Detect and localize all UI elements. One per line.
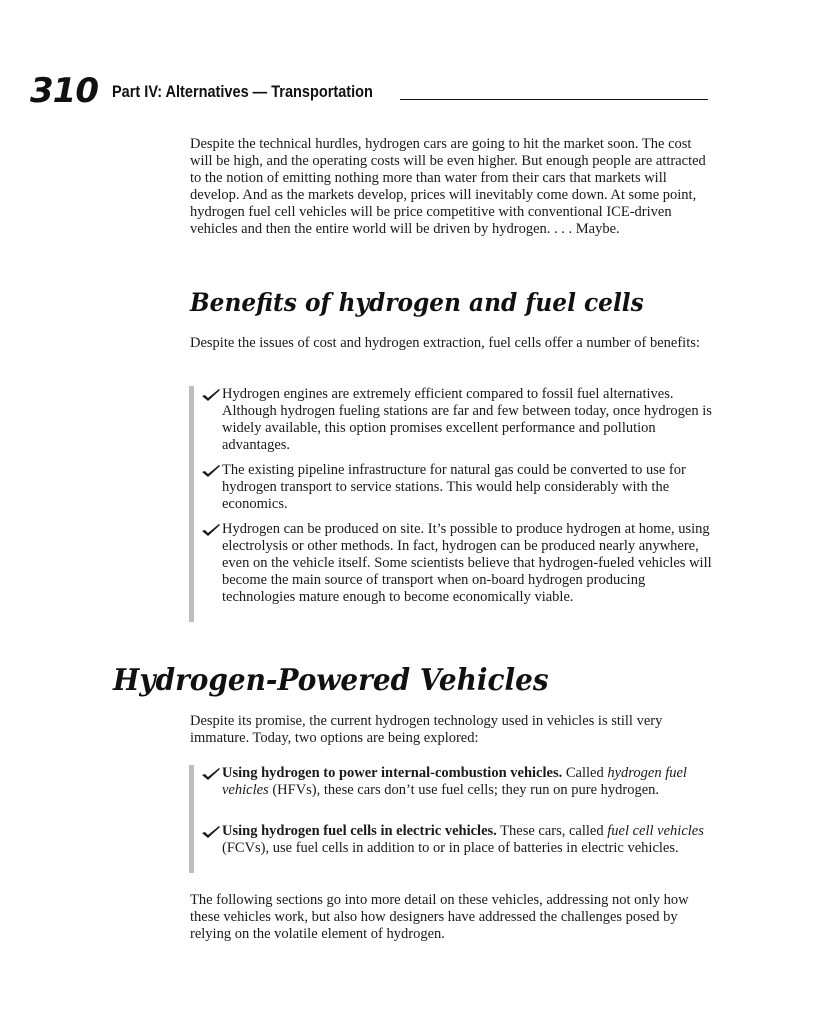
defined-term: fuel cell vehicles	[607, 823, 704, 839]
check-icon	[201, 464, 221, 478]
list-item-lead: Using hydrogen to power internal-combustion vehicles.	[222, 765, 563, 781]
list-item-text: Using hydrogen fuel cells in electric vehicles. These cars, called fuel cell vehicles (FCVs), use fuel cells in addition to or in place of batteries in electric vehicles.	[222, 823, 704, 856]
list-item	[201, 462, 719, 513]
list-item-text: Hydrogen can be produced on site. It’s possible to produce hydrogen at home, using electrolysis or other methods. In fact, hydrogen can be produced nearly anywhere, even on the vehicle itself. Some scientists believe that hydrogen-fueled vehicles will become the main source of transport when on-board hydrogen producing technologies mature enough to become economically viable.	[222, 521, 712, 605]
list-bar	[189, 765, 194, 873]
list-item-text: Using hydrogen to power internal-combustion vehicles. Called hydrogen fuel vehicles (HFVs), these cars don’t use fuel cells; they run on pure hydrogen.	[222, 765, 687, 798]
defined-term: hydrogen fuel vehicles	[222, 765, 687, 798]
vehicles-heading: Hydrogen-Powered Vehicles	[113, 663, 549, 698]
check-icon	[201, 767, 221, 781]
running-head: Part IV: Alternatives — Transportation	[112, 83, 373, 101]
list-item	[201, 765, 719, 799]
benefits-list	[189, 386, 719, 622]
vehicles-intro: Despite its promise, the current hydrogen technology used in vehicles is still very immature. Today, two options are being explored:	[190, 713, 663, 746]
check-icon	[201, 825, 221, 839]
page-number: 310	[30, 71, 98, 111]
list-item-text: Hydrogen engines are extremely efficient compared to fossil fuel alternatives. Although hydrogen fueling stations are far and few between today, once hydrogen is widely available, this option promises excellent performance and pollution advantages.	[222, 386, 712, 453]
list-item	[201, 521, 719, 606]
list-bar	[189, 386, 194, 622]
list-item	[201, 386, 719, 454]
closing-paragraph: The following sections go into more detail on these vehicles, addressing not only how these vehicles work, but also how designers have addressed the challenges posed by relying on the volatile element of hydrogen.	[190, 892, 689, 942]
benefits-intro: Despite the issues of cost and hydrogen extraction, fuel cells offer a number of benefits:	[190, 335, 700, 351]
intro-paragraph: Despite the technical hurdles, hydrogen cars are going to hit the market soon. The cost will be high, and the operating costs will be even higher. But enough people are attracted to the notion of emitting nothing more than water from their cars that markets will develop. And as the markets develop, prices will inevitably come down. At some point, hydrogen fuel cell vehicles will be price competitive with conventional ICE-driven vehicles and then the entire world will be driven by hydrogen. . . . Maybe.	[190, 136, 706, 237]
list-item-lead: Using hydrogen fuel cells in electric vehicles.	[222, 823, 497, 839]
header-rule	[400, 99, 708, 100]
list-item-text: The existing pipeline infrastructure for natural gas could be converted to use for hydrogen transport to service stations. This would help considerably with the economics.	[222, 462, 686, 512]
page-header	[30, 72, 710, 112]
check-icon	[201, 523, 221, 537]
vehicles-list	[189, 765, 719, 873]
list-item	[201, 823, 719, 857]
benefits-heading: Benefits of hydrogen and fuel cells	[190, 288, 644, 317]
check-icon	[201, 388, 221, 402]
